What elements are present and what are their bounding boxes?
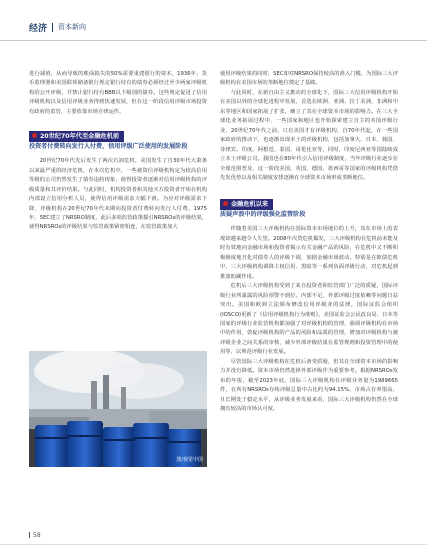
header-divider bbox=[52, 23, 53, 32]
right-paragraph-3: 伴随着美国三大评级机构在国际资本市场地位的上升，其在市场上的表现却越来越令人失望。2008年次贷危机爆发，三大评级机构在危机前未能及时有效地向金融市场和投资者揭示有关金融产品的风险，在危机中又不断积极极度地丑化对债券人的评级下调，加剧金融市场波动。特别是在欧债危机中，三大评级机构调降主权信用、黑暗等一系列负面评级行动，对危机起到推波助澜作用。 bbox=[220, 226, 398, 280]
section-heading-post-crisis bbox=[220, 199, 273, 210]
left-column bbox=[29, 70, 207, 233]
right-paragraph-5: 尽管国际三大评级机构在危机后备受质疑，但其在全球资本市场的影响力并没有降低。资本市场仍然选择外部评级作为重要参考。根据NRSROs发布的年报，截至2023年底，国际三大评级机构在评级业务量为1989665件，在所有NRSROs存续评级总量中占比约为94.15%，市场占有率很高，且长期处于稳定水平，从评级业务发展来看，国际三大评级机构仍然在全球拥有较高的市场认可度。 bbox=[220, 358, 398, 413]
section-heading-1970s bbox=[29, 131, 124, 142]
section-label: 经济 bbox=[29, 23, 48, 34]
page-number-bar bbox=[29, 532, 30, 538]
bullet-dot-icon bbox=[223, 201, 228, 206]
section-heading-text: 20世纪70年代至金融危机前 bbox=[40, 133, 120, 141]
section-heading-text: 金融危机以来 bbox=[231, 201, 269, 209]
right-paragraph-1: 使用评级结果的同时，SEC却对NRSRO保持较高的准入门槛，为国际三大评级机构在美国市场的垄断地位奠定了基础。 bbox=[220, 71, 398, 87]
photo-credit: 图/视觉中国 bbox=[176, 457, 203, 463]
footer-rule bbox=[0, 544, 427, 545]
page-number bbox=[29, 532, 41, 539]
page-header bbox=[29, 20, 86, 34]
header-rule bbox=[0, 40, 427, 41]
right-paragraph-4: 危机后三大评级机构受到了来自投资者和监管部门广泛的质疑，国际评级行业所暴露的风险预警不到位、内部不足、外部评级过度依赖等问题日益突出。美国和欧洲立法颁布修改信用评级业的法律，国际证监会组织(IOSCO)更新了《信用评级机构行为准则》，美国证监会公民改良局、日本等国家的评级行业监管机构都加强了对评级机构的管理，强调评级机构在市场中的作用，敦促评级机构的产品的风险和品质的管理，增加对评级机构与被评级企业之间关系的审核，减少外部评级结果在监管规则和投资管理中的使用等，以规范评级行业发展。 bbox=[220, 283, 398, 356]
right-paragraph-2: 与此同时，在新自由主义推动的全球化下，国际三大信用评级机构开始在美国以外的全球化进程中发展，首选在欧洲、亚洲、拉丁美洲，非洲和中东等地区和国家拓展了扩张，确立了其在全球资本市场的影响力。在三大全球化业务拓展过程中，一些国家和地区也开始探索建立自主的本国评级行业，20世纪70年代之前，只有美国才有评级机构，自70年代起，在一些国家政府的推动下，也逐渐出现本土的评级机构，包括加拿大、日本、韩国、菲律宾、印度、阿根廷、泰国、哥伦比亚等，同时，印度尼西亚等国陆续成立本土评级公司。我国也在80年代引入信用评级制度，当年评级行业逐步在全球范围普及，这一阶段美国、英国、德国、墨西哥等国家的评级机构凭借先发优势以及相关制度安排逐渐在全球资本市场形成垄断地位。 bbox=[220, 89, 398, 181]
right-column bbox=[220, 70, 398, 415]
left-paragraph-2: 20世纪70年代先后发生了两次石油危机，美国发生了自30年代大萧条以来最严重的经济危机，在本次危机中，一些被资信评级机构定为较高信用等级的公司仍然发生了债券违约现象，使得投资者逐渐对信用评级机构的评级质量和其评价结果。与此同时，机构投资者和其他买方投资者开始在机构内部设立信用分析人员，使得信用评级需求大幅下滑。为应对评级需求下降，评级机构在20世纪70年代末期向投资者付费转向发行人付费。1975年，SEC建立了NRSRO制度，此后多项监管政策援引NRSROs的评级结果，使得NRSROs的评级结果与监管政策紧密相连，在监管政策加大 bbox=[29, 158, 208, 231]
subsection-label: 资本新向 bbox=[58, 23, 87, 31]
left-paragraph-1: 进行减值，从而导致的账面损失的50%需要重建银行的资本，1936年，货币监理署和美国联邦储备银行规定银行持有的债券必须经过至少两家评级机构的公开评级，并禁止银行持有BBB以下级别的债券。这些规定促进了信用评级机构以及信用评级业务得到快速发展，但在这一阶段信用评级市场投资有政府的监管，主要依靠市场自律运作。 bbox=[29, 71, 207, 115]
page-number-text: 58 bbox=[33, 532, 41, 539]
bullet-dot-icon bbox=[32, 133, 37, 138]
section-subheading-1970s: 投资者付费转向发行人付费，信用评级广泛使用的发展阶段 bbox=[29, 143, 188, 151]
industrial-scene-image bbox=[29, 351, 207, 467]
section-subheading-post-crisis: 质疑声浪中的评级强化监管阶段 bbox=[220, 211, 306, 219]
article-photo bbox=[29, 351, 207, 467]
